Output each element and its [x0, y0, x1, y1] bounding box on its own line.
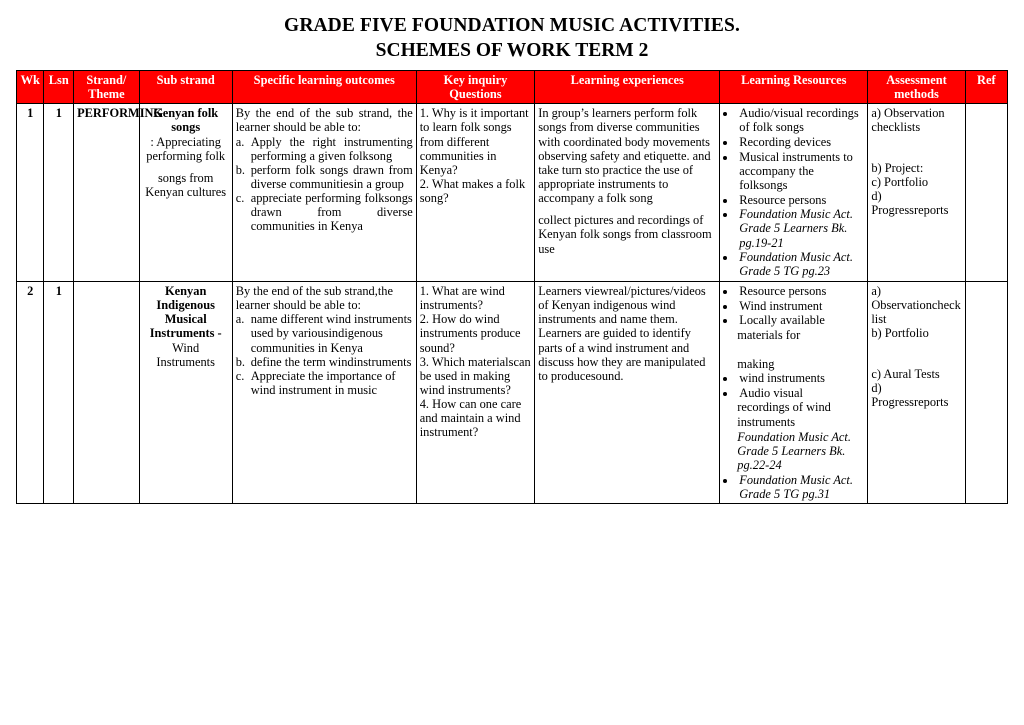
- schemes-of-work-table: [16, 70, 1008, 504]
- header-strand: Strand/ Theme: [74, 71, 140, 104]
- key-question: 1. Why is it important to learn folk songs from different communities in Kenya?: [419, 106, 529, 177]
- outcome-item: [236, 355, 413, 369]
- header-learning-experiences: Learning experiences: [535, 71, 720, 104]
- resource-item: • wind instruments: [737, 371, 864, 385]
- resource-item: • Recording devices: [737, 135, 864, 149]
- resource-item: • Resource persons: [737, 193, 864, 207]
- outcome-text: Appreciate the importance of wind instrument in music: [250, 368, 396, 397]
- outcome-marker: c.: [235, 368, 245, 383]
- outcome-item: [236, 312, 413, 354]
- cell-strand: PERFORMING: [74, 104, 140, 282]
- resource-item: • Audio/visual recordings of folk songs: [737, 106, 864, 134]
- assessment-item: a) Observation checklists: [871, 106, 945, 135]
- header-sub-strand: Sub strand: [139, 71, 232, 104]
- assessment-item: b) Project:: [871, 160, 924, 175]
- cell-lsn: 1: [44, 281, 74, 503]
- sub-strand-line: Kenyan Indigenous Musical Instruments -: [149, 283, 222, 341]
- outcome-marker: c.: [235, 191, 245, 206]
- cell-sub-strand: [139, 104, 232, 282]
- table-header-row: [17, 71, 1008, 104]
- cell-learning-resources: [720, 281, 868, 503]
- cell-lsn: 1: [44, 104, 74, 282]
- cell-strand: [74, 281, 140, 503]
- assessment-item: d) Progressreports: [871, 188, 949, 217]
- outcome-item: [236, 163, 413, 191]
- resource-item: • Resource persons: [737, 284, 864, 298]
- resource-list: [723, 284, 864, 342]
- resource-item: • Foundation Music Act. Grade 5 Learners Bk. pg.19-21: [737, 207, 864, 249]
- assessment-item: b) Portfolio: [871, 326, 929, 341]
- outcome-marker: a.: [235, 312, 245, 327]
- experience-text: collect pictures and recordings of Kenyan folk songs from classroom use: [538, 213, 712, 256]
- experience-text: accompany a folk song: [538, 191, 653, 206]
- resource-item: materials for: [737, 327, 801, 342]
- outcome-text: appreciate performing folksongs drawn from diverse communities in Kenya: [250, 191, 413, 234]
- outcome-item: [236, 369, 413, 397]
- resource-item: • Audio visual: [737, 386, 864, 400]
- resource-item: instruments: [737, 415, 796, 430]
- sub-strand-line: songs from Kenyan cultures: [145, 170, 227, 199]
- outcome-marker: b.: [235, 162, 246, 177]
- resource-item: recordings of wind: [737, 400, 831, 415]
- cell-assessment-methods: [868, 104, 965, 282]
- cell-learning-experiences: [535, 104, 720, 282]
- cell-ref: [965, 104, 1007, 282]
- table-row: [17, 281, 1008, 503]
- cell-assessment-methods: [868, 281, 965, 503]
- page-title: GRADE FIVE FOUNDATION MUSIC ACTIVITIES.: [284, 15, 740, 36]
- assessment-item: d) Progressreports: [871, 380, 949, 409]
- resource-item: Foundation Music Act. Grade 5 Learners Bk. pg.22-24: [737, 429, 851, 473]
- key-question: 1. What are wind instruments?: [419, 283, 505, 313]
- outcome-text: Apply the right instrumenting performing a given folksong: [250, 134, 413, 163]
- resource-item: making: [737, 356, 775, 371]
- assessment-item: a) Observationcheck list: [871, 283, 961, 327]
- key-question: 2. What makes a folk song?: [419, 176, 526, 206]
- outcome-item: [236, 191, 413, 233]
- assessment-item: c) Aural Tests: [871, 366, 940, 381]
- outcome-text: name different wind instruments used by variousindigenous communities in Kenya: [250, 312, 412, 355]
- outcomes-intro: By the end of the sub strand,the learner should be able to:: [235, 283, 393, 313]
- sub-strand-line: : Appreciating performing folk: [146, 134, 226, 163]
- header-specific-learning-outcomes: Specific learning outcomes: [232, 71, 416, 104]
- resource-list: [723, 357, 864, 501]
- outcomes-intro: By the end of the sub strand, the learner should be able to:: [235, 106, 413, 135]
- sub-strand-line: Wind Instruments: [156, 340, 215, 369]
- header-wk: Wk: [17, 71, 44, 104]
- outcome-text: perform folk songs drawn from diverse communitiesin a group: [250, 162, 413, 191]
- cell-ref: [965, 281, 1007, 503]
- header-key-inquiry-questions: Key inquiry Questions: [416, 71, 534, 104]
- header-assessment-methods: Assessment methods: [868, 71, 965, 104]
- outcome-marker: b.: [235, 354, 246, 369]
- outcome-item: [236, 135, 413, 163]
- resource-item: • Foundation Music Act. Grade 5 TG pg.23: [737, 250, 864, 278]
- resource-item: • Wind instrument: [737, 299, 864, 313]
- cell-sub-strand: [139, 281, 232, 503]
- cell-outcomes: [232, 104, 416, 282]
- header-ref: Ref: [965, 71, 1007, 104]
- resource-item: • Locally available: [737, 313, 864, 327]
- resource-item: • Foundation Music Act. Grade 5 TG pg.31: [737, 473, 864, 501]
- sub-strand-line: Kenyan folk songs: [153, 106, 219, 135]
- experience-text: Learners viewreal/pictures/videos of Kenyan indigenous wind instruments and name them. Learners are guided to identify parts of a wind instrument and discuss how they are manipulated to producesound.: [538, 283, 706, 383]
- key-question: 2. How do wind instruments produce: [419, 312, 521, 341]
- assessment-item: c) Portfolio: [871, 174, 929, 189]
- outcome-text: define the term windinstruments: [250, 354, 412, 369]
- experience-text: In group’s learners perform folk songs from diverse communities with coordinated body movements observing safety and etiquette. and take turn sto practice the use of appropriate instruments to: [538, 106, 711, 191]
- header-lsn: Lsn: [44, 71, 74, 104]
- cell-wk: 2: [17, 281, 44, 503]
- resource-item: • Musical instruments to accompany the folksongs: [737, 150, 864, 192]
- cell-key-questions: [416, 104, 534, 282]
- key-question: 3. Which materialscan be used in making wind instruments?: [419, 354, 531, 397]
- table-row: [17, 104, 1008, 282]
- cell-outcomes: [232, 281, 416, 503]
- cell-wk: 1: [17, 104, 44, 282]
- outcome-marker: a.: [235, 134, 245, 149]
- header-learning-resources: Learning Resources: [720, 71, 868, 104]
- key-question: 4. How can one care and maintain a wind instrument?: [419, 397, 522, 440]
- page-subtitle: SCHEMES OF WORK TERM 2: [375, 40, 649, 61]
- resource-list: [723, 106, 864, 278]
- cell-learning-experiences: [535, 281, 720, 503]
- cell-key-questions: [416, 281, 534, 503]
- cell-learning-resources: [720, 104, 868, 282]
- key-question: sound?: [419, 340, 455, 355]
